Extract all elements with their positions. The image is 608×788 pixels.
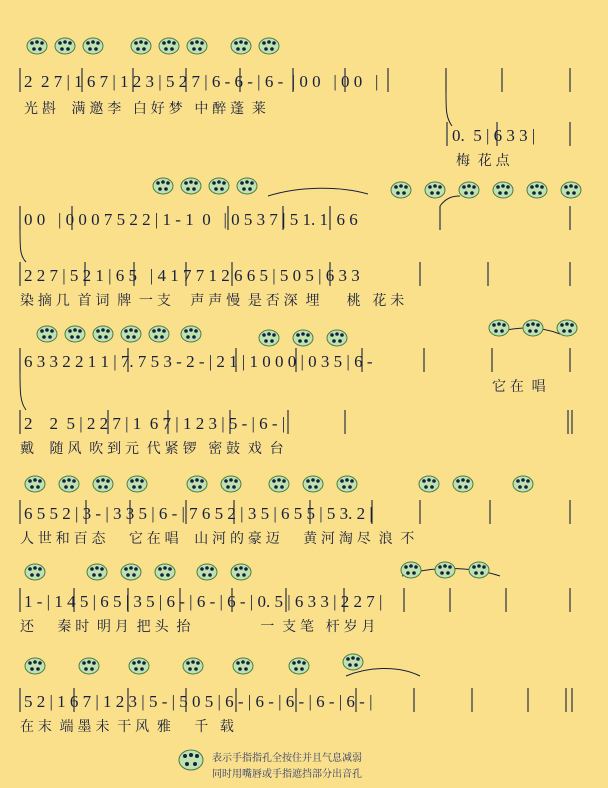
ocarina-fingering-icon <box>522 318 544 338</box>
system-6-lyrics: 戴 随 风 吹 到 元 代 紧 锣 密 鼓 戏 台 <box>20 440 284 456</box>
ocarina-fingering-icon <box>130 36 152 56</box>
ocarina-fingering-icon <box>560 180 582 200</box>
ocarina-fingering-icon <box>452 474 474 494</box>
ocarina-fingering-icon <box>82 36 104 56</box>
ocarina-fingering-icon <box>336 474 358 494</box>
system-9-notes: 5 2 | 1 6 7 | 1 2 3 | 5 - | 5 0 5 | 6 - | 6 - | 6 - | 6 - | 6 - | <box>24 692 373 711</box>
system-7-notes: 6 5 5 2 | 3 - | 3 3 5 | 6 - | 7 6 5 2 | 3 5 | 6 5 5 | 5 3. 2 | <box>24 504 373 523</box>
ocarina-fingering-icon <box>458 180 480 200</box>
ocarina-fingering-icon <box>556 318 578 338</box>
system-6-notes: 2 2 5 | 2 2 7 | 1 6 7 | 1 2 3 | 5 - | 6 - | <box>24 414 286 433</box>
system-2-lyrics: 梅 花 点 <box>456 152 510 168</box>
ocarina-fingering-icon <box>424 180 446 200</box>
ocarina-fingering-icon <box>148 324 170 344</box>
system-5-lyrics: 它 在 唱 <box>492 378 546 394</box>
ocarina-fingering-icon <box>268 474 290 494</box>
ocarina-fingering-icon <box>64 324 86 344</box>
ocarina-fingering-icon <box>302 474 324 494</box>
ocarina-fingering-icon <box>54 36 76 56</box>
system-5-notes: 6 3 3 2 2 1 1 | 7. 7 5 3 - 2 - | 2 1 | 1 0 0 0 | 0 3 5 | 6 - <box>24 352 373 371</box>
ocarina-fingering-icon <box>236 176 258 196</box>
ocarina-fingering-icon <box>326 328 348 348</box>
ocarina-fingering-icon <box>120 562 142 582</box>
system-9-lyrics: 在 末 端 墨 未 干 风 雅 千 载 <box>20 718 234 734</box>
ocarina-fingering-icon <box>158 36 180 56</box>
system-1-lyrics: 光 斟 满 邀 李 白 好 梦 中 醉 蓬 莱 <box>24 100 266 116</box>
ocarina-fingering-icon <box>512 474 534 494</box>
system-7-lyrics: 人 世 和 百 态 它 在 唱 山 河 的 豪 迈 黄 河 淘 尽 浪 不 <box>20 530 415 546</box>
ocarina-fingering-icon <box>468 560 490 580</box>
ocarina-fingering-icon <box>400 560 422 580</box>
ocarina-fingering-icon <box>126 474 148 494</box>
ocarina-fingering-icon <box>24 562 46 582</box>
ocarina-fingering-icon <box>258 36 280 56</box>
ocarina-fingering-icon <box>180 324 202 344</box>
system-3-notes: 0 0 | 0 0 0 7 5 2 2 | 1 - 1 0 | 0 5 3 7 | 5 1. 1 6 6 <box>24 210 358 229</box>
ocarina-fingering-icon <box>24 656 46 676</box>
system-2-notes: 0. 5 | 6 3 3 | <box>452 126 536 145</box>
ocarina-fingering-icon <box>196 562 218 582</box>
ocarina-fingering-icon <box>220 474 242 494</box>
ocarina-fingering-icon <box>128 656 150 676</box>
ocarina-fingering-icon <box>186 36 208 56</box>
ocarina-fingering-icon <box>258 328 280 348</box>
ocarina-fingering-icon <box>288 656 310 676</box>
legend-line-2: 同时用嘴唇或手指遮挡部分出音孔 <box>212 769 362 780</box>
ocarina-fingering-icon <box>26 36 48 56</box>
ocarina-fingering-icon <box>182 656 204 676</box>
ocarina-fingering-icon <box>58 474 80 494</box>
ocarina-fingering-icon <box>230 562 252 582</box>
ocarina-fingering-icon <box>418 474 440 494</box>
ocarina-fingering-icon <box>92 324 114 344</box>
ocarina-fingering-icon <box>232 656 254 676</box>
ocarina-fingering-icon <box>152 176 174 196</box>
ocarina-fingering-icon <box>292 328 314 348</box>
ocarina-fingering-icon <box>24 474 46 494</box>
system-4-notes: 2 2 7 | 5 2 1 | 6 5 | 4 1 7 7 1 2 6 6 5 | 5 0 5 | 6 3 3 <box>24 266 360 285</box>
ocarina-fingering-icon <box>230 36 252 56</box>
system-8-lyrics: 还 秦 时 明 月 把 头 抬 一 支 笔 杆 岁 月 <box>20 618 376 634</box>
ocarina-fingering-icon <box>180 176 202 196</box>
ocarina-fingering-icon <box>434 560 456 580</box>
system-4-lyrics: 染 摘 几 首 词 牌 一 支 声 声 慢 是 否 深 埋 桃 花 未 <box>20 292 405 308</box>
legend-ocarina-fingering-icon <box>178 748 204 772</box>
ocarina-fingering-icon <box>92 474 114 494</box>
ocarina-fingering-icon <box>342 652 364 672</box>
ocarina-fingering-icon <box>36 324 58 344</box>
ocarina-fingering-icon <box>186 474 208 494</box>
ocarina-fingering-icon <box>488 318 510 338</box>
legend-line-1: 表示手指指孔全按住并且气息减弱 <box>212 753 362 764</box>
ocarina-fingering-icon <box>120 324 142 344</box>
ocarina-fingering-icon <box>492 180 514 200</box>
ocarina-fingering-icon <box>208 176 230 196</box>
ocarina-fingering-icon <box>78 656 100 676</box>
ocarina-fingering-icon <box>526 180 548 200</box>
ocarina-fingering-icon <box>86 562 108 582</box>
system-1-notes: 2 2 7 | 1 6 7 | 1 2 3 | 5 2 7 | 6 - 6 - | 6 - | 0 0 | 0 0 | <box>24 72 379 91</box>
ocarina-fingering-icon <box>390 180 412 200</box>
ocarina-fingering-icon <box>154 562 176 582</box>
system-8-notes: 1 - | 1 4 5 | 6 5 | 3 5 | 6 - | 6 - | 6 - | 0. 5 | 6 3 3 | 2 2 7 | <box>24 592 383 611</box>
